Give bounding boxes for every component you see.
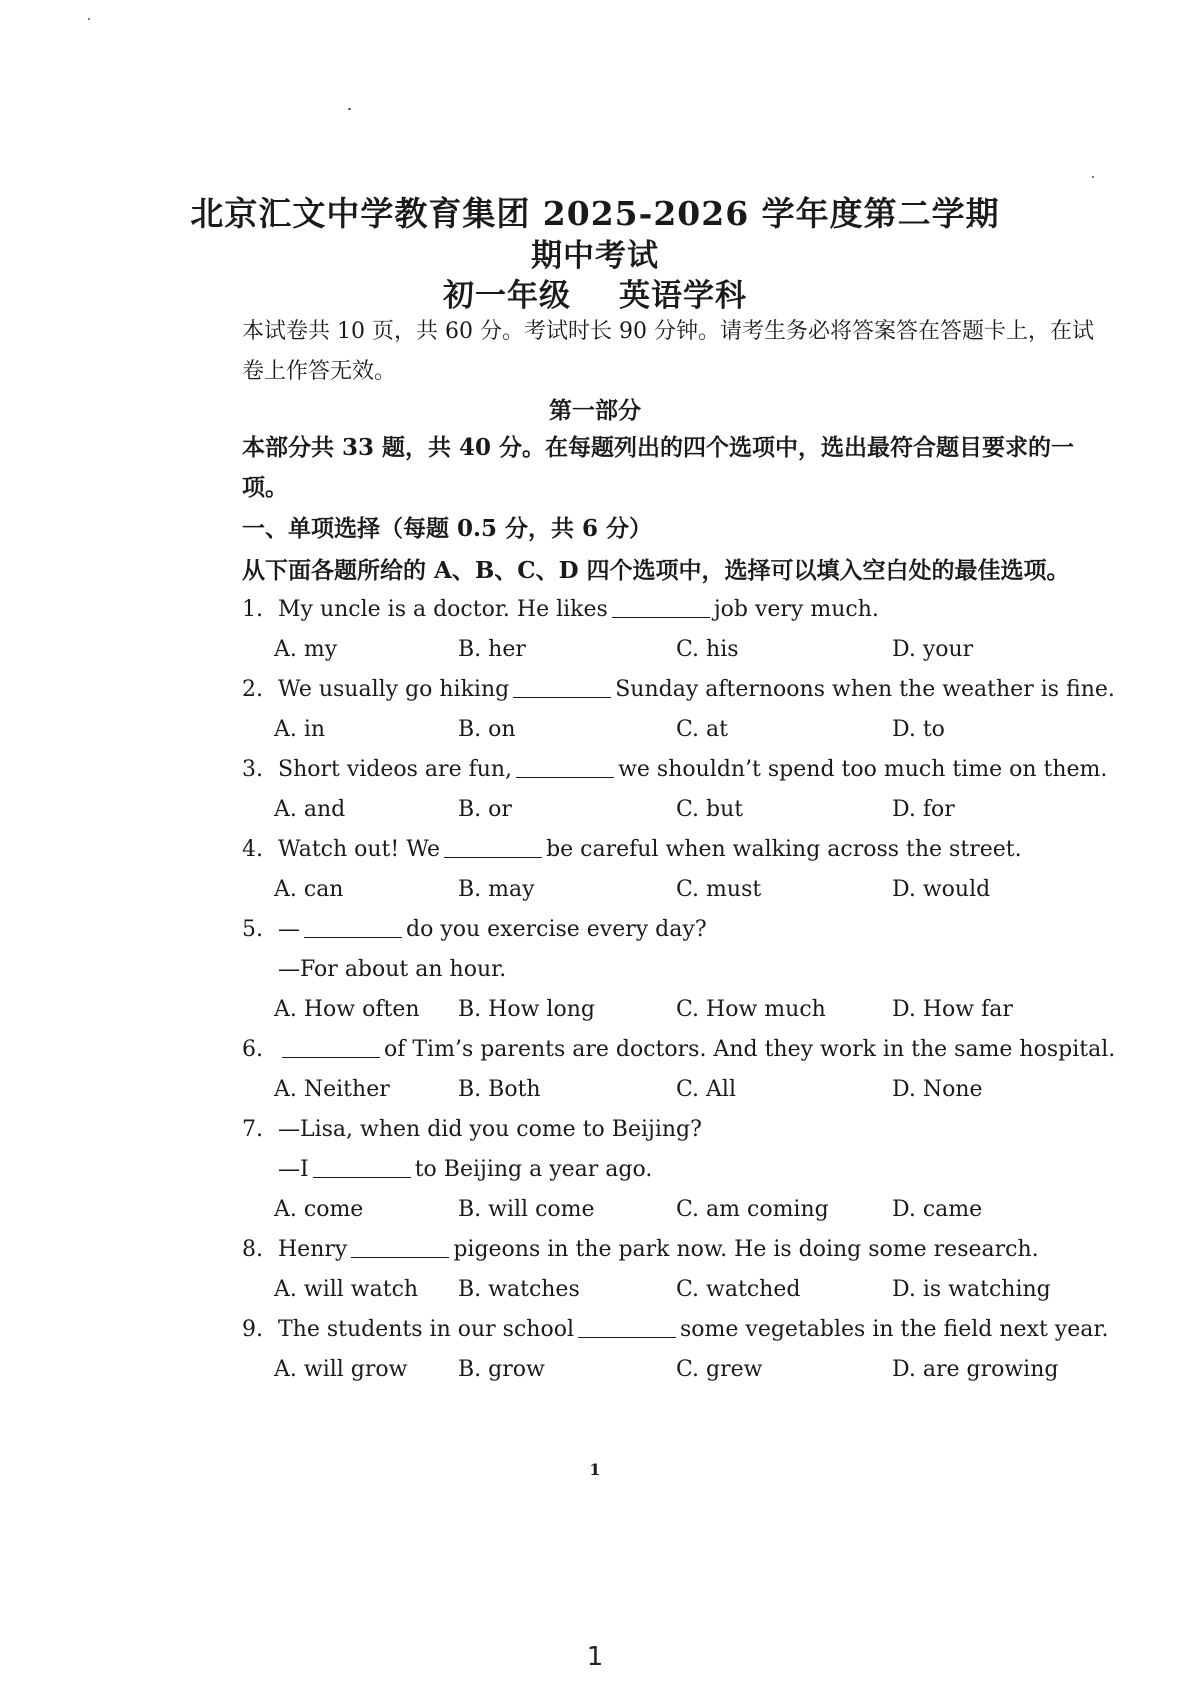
scan-speck xyxy=(1092,176,1094,178)
question-stem xyxy=(242,1110,1102,1150)
question-reply: —For about an hour. xyxy=(278,957,507,982)
scan-speck xyxy=(88,18,90,20)
question-number: 4. xyxy=(242,837,263,862)
question-text-before: Henry xyxy=(278,1237,348,1262)
exam-title-line3 xyxy=(0,270,1190,315)
option-a: A. in xyxy=(274,717,326,742)
question-number: 6. xyxy=(242,1037,263,1062)
question-number: 9. xyxy=(242,1317,263,1342)
option-d: D. How far xyxy=(892,997,1013,1022)
question-list xyxy=(242,590,1116,1390)
answer-blank xyxy=(516,755,614,778)
question-number: 7. xyxy=(242,1117,263,1142)
options-row xyxy=(242,1070,1102,1110)
question-stem xyxy=(242,1310,1109,1350)
question-stem xyxy=(242,830,1102,870)
option-c: C. All xyxy=(676,1077,736,1102)
question-stem xyxy=(242,590,1102,630)
question-number: 3. xyxy=(242,757,263,782)
option-c: C. watched xyxy=(676,1277,801,1302)
option-c: C. grew xyxy=(676,1357,763,1382)
answer-blank xyxy=(304,915,402,938)
question-text-after: some vegetables in the field next year. xyxy=(679,1317,1109,1342)
option-b: B. may xyxy=(458,877,535,902)
question-text-before: — xyxy=(278,917,300,942)
option-d: D. would xyxy=(892,877,991,902)
answer-blank xyxy=(444,835,542,858)
options-row xyxy=(242,1190,1102,1230)
option-c: C. his xyxy=(676,637,739,662)
option-d: D. came xyxy=(892,1197,983,1222)
exam-title-line1: 北京汇文中学教育集团 2025-2026 学年度第二学期 xyxy=(190,194,1000,233)
exam-instructions: 本试卷共 10 页，共 60 分。考试时长 90 分钟。请考生务必将答案答在答题卡上，在试卷上作答无效。 xyxy=(242,319,1094,384)
question-number: 5. xyxy=(242,917,263,942)
option-c: C. am coming xyxy=(676,1197,829,1222)
question-text-before: Watch out! We xyxy=(278,837,441,862)
option-c: C. but xyxy=(676,797,744,822)
viewer-page-number: 1 xyxy=(586,1642,604,1672)
answer-blank xyxy=(513,675,611,698)
options-row xyxy=(242,1350,1102,1390)
question-answer-line xyxy=(242,1150,1102,1190)
options-row xyxy=(242,1270,1102,1310)
part-description: 本部分共 33 题，共 40 分。在每题列出的四个选项中，选出最符合题目要求的一项。 xyxy=(242,434,1075,501)
question-stem xyxy=(242,670,1115,710)
option-a: A. How often xyxy=(274,997,420,1022)
question-text-after: pigeons in the park now. He is doing some research. xyxy=(453,1237,1039,1262)
option-b: B. Both xyxy=(458,1077,541,1102)
page-number: 1 xyxy=(589,1460,601,1479)
question-number: 2. xyxy=(242,677,263,702)
part-title: 第一部分 xyxy=(549,397,641,424)
option-d: D. for xyxy=(892,797,955,822)
question-text-after: do you exercise every day? xyxy=(406,917,707,942)
question-reply-line xyxy=(242,950,1102,990)
question-text-before: Short videos are fun, xyxy=(278,757,513,782)
grade-label: 初一年级 xyxy=(443,278,571,314)
option-a: A. Neither xyxy=(274,1077,390,1102)
question-text-after: Sunday afternoons when the weather is fine. xyxy=(615,677,1115,702)
answer-blank xyxy=(578,1315,676,1338)
options-row xyxy=(242,710,1102,750)
option-a: A. my xyxy=(274,637,338,662)
exam-title-line2: 期中考试 xyxy=(531,238,659,274)
question-text-before: —I xyxy=(278,1157,309,1182)
option-a: A. will grow xyxy=(274,1357,408,1382)
option-a: A. come xyxy=(274,1197,364,1222)
option-c: C. must xyxy=(676,877,762,902)
option-d: D. to xyxy=(892,717,945,742)
question-stem xyxy=(242,1030,1116,1070)
question-stem xyxy=(242,910,1102,950)
option-d: D. are growing xyxy=(892,1357,1059,1382)
options-row xyxy=(242,990,1102,1030)
option-b: B. or xyxy=(458,797,512,822)
question-text-before: My uncle is a doctor. He likes xyxy=(278,597,608,622)
option-b: B. grow xyxy=(458,1357,545,1382)
question-stem xyxy=(242,750,1108,790)
question-text-after: job very much. xyxy=(713,597,879,622)
option-d: D. is watching xyxy=(892,1277,1051,1302)
question-stem xyxy=(242,1230,1102,1270)
option-d: D. your xyxy=(892,637,974,662)
option-c: C. How much xyxy=(676,997,826,1022)
option-b: B. on xyxy=(458,717,516,742)
question-text-after: we shouldn’t spend too much time on them. xyxy=(618,757,1108,782)
question-text-after: of Tim’s parents are doctors. And they work in the same hospital. xyxy=(384,1037,1116,1062)
option-a: A. can xyxy=(274,877,344,902)
question-text-before: The students in our school xyxy=(278,1317,574,1342)
question-text-after: be careful when walking across the street. xyxy=(546,837,1022,862)
scan-speck xyxy=(348,108,351,110)
question-number: 1. xyxy=(242,597,263,622)
section-title: 一、单项选择（每题 0.5 分，共 6 分） xyxy=(242,515,653,542)
answer-blank xyxy=(282,1035,380,1058)
option-d: D. None xyxy=(892,1077,983,1102)
options-row xyxy=(242,790,1102,830)
question-text-after: to Beijing a year ago. xyxy=(414,1157,653,1182)
section-instruction: 从下面各题所给的 A、B、C、D 四个选项中，选择可以填入空白处的最佳选项。 xyxy=(242,557,1070,584)
question-text: —Lisa, when did you come to Beijing? xyxy=(278,1117,702,1142)
options-row xyxy=(242,870,1102,910)
option-b: B. will come xyxy=(458,1197,595,1222)
option-b: B. How long xyxy=(458,997,595,1022)
subject-label: 英语学科 xyxy=(619,278,747,314)
option-c: C. at xyxy=(676,717,728,742)
answer-blank xyxy=(351,1235,449,1258)
answer-blank xyxy=(612,595,710,618)
question-text-before: We usually go hiking xyxy=(278,677,510,702)
option-b: B. her xyxy=(458,637,526,662)
answer-blank xyxy=(313,1155,411,1178)
option-b: B. watches xyxy=(458,1277,580,1302)
option-a: A. will watch xyxy=(274,1277,419,1302)
options-row xyxy=(242,630,1102,670)
question-number: 8. xyxy=(242,1237,263,1262)
option-a: A. and xyxy=(274,797,346,822)
